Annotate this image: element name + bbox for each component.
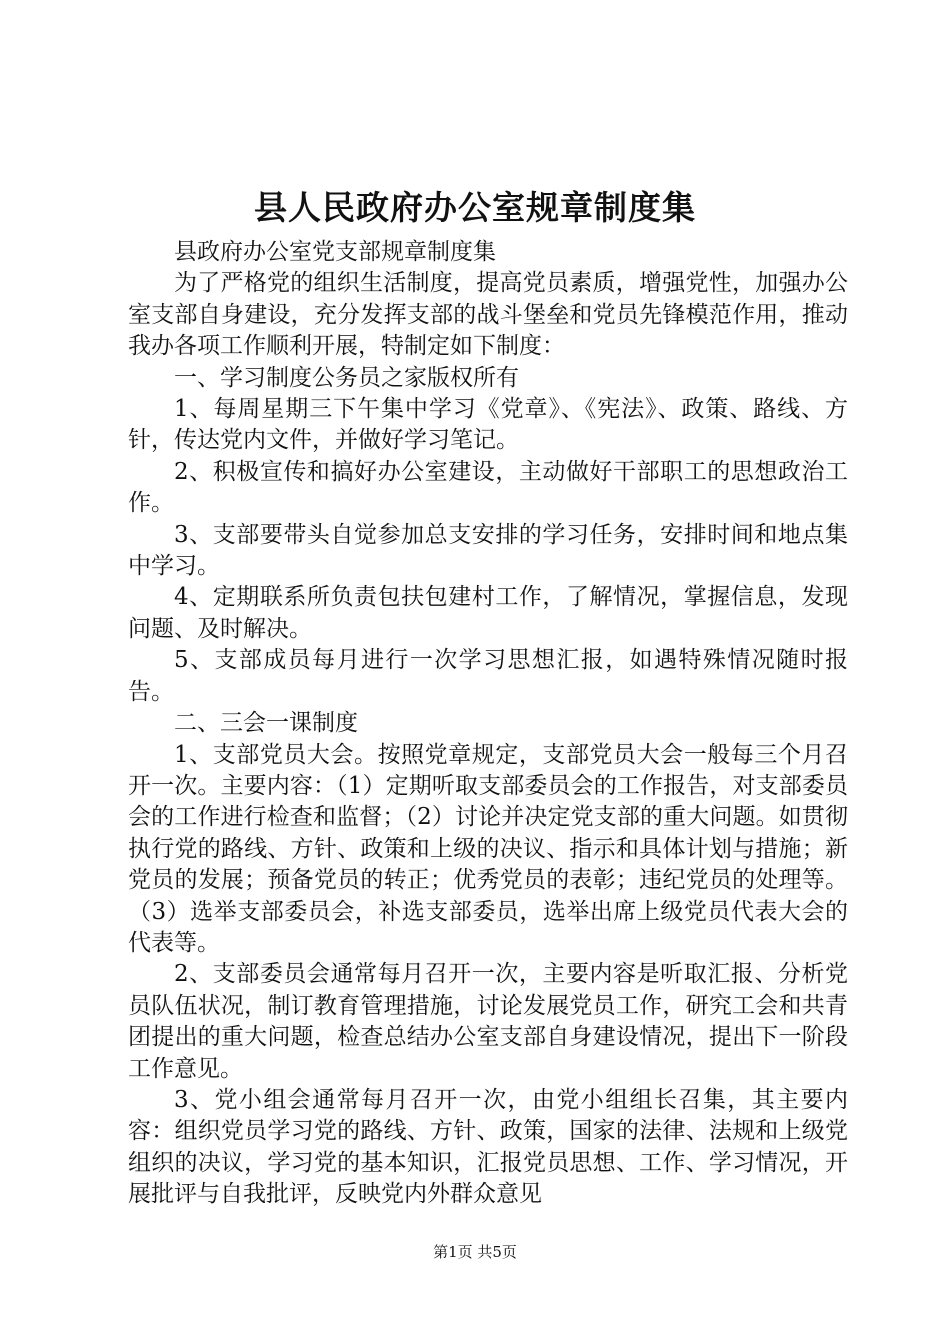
paragraph-meetings-2: 2、支部委员会通常每月召开一次，主要内容是听取汇报、分析党员队伍状况，制订教育管理措施，讨论发展党员工作，研究工会和共青团提出的重大问题，检查总结办公室支部自身建设情况，提出下一阶段工作意见。	[128, 961, 848, 1082]
paragraph-intro: 为了严格党的组织生活制度，提高党员素质，增强党性，加强办公室支部自身建设，充分发挥支部的战斗堡垒和党员先锋模范作用，推动我办各项工作顺利开展，特制定如下制度：	[128, 270, 848, 360]
paragraph-subtitle: 县政府办公室党支部规章制度集	[174, 239, 496, 265]
document-title: 县人民政府办公室规章制度集	[254, 188, 696, 227]
section-heading-study: 一、学习制度公务员之家版权所有	[174, 364, 519, 391]
section-heading-meetings: 二、三会一课制度	[174, 710, 358, 737]
paragraph-meetings-3: 3、党小组会通常每月召开一次，由党小组组长召集，其主要内容：组织党员学习党的路线、方针、政策，国家的法律、法规和上级党组织的决议，学习党的基本知识，汇报党员思想、工作、学习情况，开展批评与自我批评，反映党内外群众意见	[128, 1086, 848, 1208]
paragraph-study-2: 2、积极宣传和搞好办公室建设，主动做好干部职工的思想政治工作。	[128, 458, 848, 517]
paragraph-study-5: 5、支部成员每月进行一次学习思想汇报，如遇特殊情况随时报告。	[128, 647, 848, 705]
page-number-footer: 第1页 共5页	[433, 1243, 517, 1261]
paragraph-study-4: 4、定期联系所负责包扶包建村工作，了解情况，掌握信息，发现问题、及时解决。	[128, 584, 848, 642]
paragraph-meetings-1: 1、支部党员大会。按照党章规定，支部党员大会一般每三个月召开一次。主要内容：（1）定期听取支部委员会的工作报告，对支部委员会的工作进行检查和监督；（2）讨论并决定党支部的重大问题。如贯彻执行党的路线、方针、政策和上级的决议、指示和具体计划与措施；新党员的发展；预备党员的转正；优秀党员的表彰；违纪党员的处理等。（3）选举支部委员会，补选支部委员，选举出席上级党员代表大会的代表等。	[128, 741, 848, 956]
paragraph-study-3: 3、支部要带头自觉参加总支安排的学习任务，安排时间和地点集中学习。	[128, 521, 848, 580]
document-body	[128, 237, 848, 1211]
paragraph-study-1: 1、每周星期三下午集中学习《党章》、《宪法》、政策、路线、方针，传达党内文件，并做好学习笔记。	[128, 396, 848, 454]
